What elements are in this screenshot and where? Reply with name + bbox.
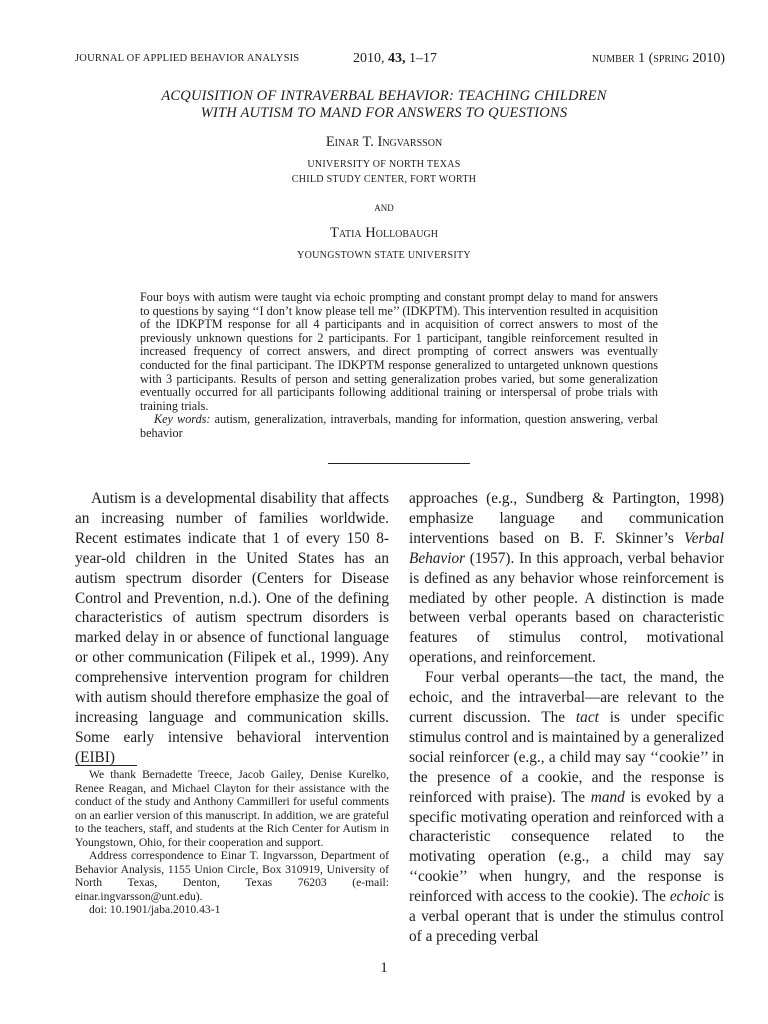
article-title: [90, 88, 678, 122]
author-1: Einar T. Ingvarsson: [325, 134, 443, 150]
footnote-doi: doi: 10.1901/jaba.2010.43-1: [89, 903, 221, 916]
affiliation-1a: UNIVERSITY OF NORTH TEXAS: [307, 159, 461, 170]
pages: 1–17: [409, 51, 437, 66]
title-line-2: WITH AUTISM TO MAND FOR ANSWERS TO QUESTIONS: [200, 105, 568, 121]
keywords: [140, 413, 658, 440]
footnote-correspondence: Address correspondence to Einar T. Ingvarsson, Department of Behavior Analysis, 1155 Union Circle, Box 310919, University of North Texas, Denton, Texas 76203 (e-mail: einar.ingvarsson@unt.edu).: [75, 849, 389, 903]
running-header: [75, 51, 725, 71]
page-number: 1: [380, 960, 388, 976]
keywords-label: Key words:: [154, 412, 211, 427]
paragraph-3-text-c: is evoked by a specific motivating operation and reinforced with a characteristic consequence related to the motivating operation (e.g., a child may say ‘‘cookie’’ when hungry, and the response is reinforced with access to the cookie). The: [409, 788, 724, 906]
footnote-acknowledgments: We thank Bernadette Treece, Jacob Gailey, Denise Kurelko, Renee Reagan, and Michael Clayton for their assistance with the conduct of the study and Anthony Cammilleri for useful comments on an earlier version of this manuscript. In addition, we are grateful to the teachers, staff, and students at the Rich Center for Autism in Youngstown, Ohio, for their cooperation and support.: [75, 768, 389, 849]
author-2: Tatia Hollobaugh: [330, 225, 438, 241]
intro-paragraph-3: [409, 668, 724, 947]
paragraph-3-text-d: is a verbal operant that is under the stimulus control of a preceding verbal: [409, 888, 724, 945]
body-column-right: [409, 489, 724, 947]
keywords-list: autism, generalization, intraverbals, manding for information, question answering, verbal behavior: [140, 412, 659, 440]
footnotes: [75, 768, 389, 917]
term-echoic: echoic: [669, 888, 710, 906]
abstract: [140, 291, 658, 441]
volume: 43,: [388, 51, 406, 66]
affiliation-2: YOUNGSTOWN STATE UNIVERSITY: [297, 250, 471, 261]
term-tact: tact: [575, 708, 599, 726]
intro-paragraph-1: Autism is a developmental disability that affects an increasing number of families worldwide. Recent estimates indicate that 1 of every 150 8-year-old children in the United States has an autism spectrum disorder (Centers for Disease Control and Prevention, n.d.). One of the defining characteristics of autism spectrum disorders is marked delay in or absence of functional language or other communication (Filipek et al., 1999). Any comprehensive intervention program for children with autism should therefore emphasize the goal of increasing language and communication skills. Some early intensive behavioral intervention (EIBI): [75, 490, 389, 766]
affiliation-1b: CHILD STUDY CENTER, FORT WORTH: [291, 174, 477, 185]
journal-name: JOURNAL OF APPLIED BEHAVIOR ANALYSIS: [75, 53, 300, 64]
author-conjunction: and: [374, 199, 394, 214]
abstract-text: Four boys with autism were taught via echoic prompting and constant prompt delay to mand for answers to questions by saying ‘‘I don’t know please tell me’’ (IDKPTM). This intervention resulted in acquisition of the IDKPTM response for all 4 participants and in acquisition of correct answers to most of the previously unknown questions for 2 participants. For 1 participant, tangible reinforcement resulted in increased frequency of correct answers, and direct prompting of correct answers was eventually conducted for the final participant. The IDKPTM response generalized to untargeted unknown questions with 3 participants. Results of person and setting generalization probes varied, but some generalization eventually occurred for all participants following additional training or interspersal of probe trials with training trials.: [140, 290, 658, 413]
paragraph-3-text-a: Four verbal operants—the tact, the mand, the echoic, and the intraverbal—are relevant to the current discussion. The: [409, 669, 724, 726]
paragraph-3-text-b: is under specific stimulus control and is maintained by a generalized social reinforcer (e.g., a child may say ‘‘cookie’’ in the presence of a cookie, and the response is reinforced with praise). The: [409, 708, 724, 806]
intro-paragraph-2: [409, 489, 724, 668]
year-volume-pages: [353, 51, 437, 67]
body-column-left: [75, 489, 389, 768]
paragraph-2-text-b: (1957). In this approach, verbal behavior is defined as any behavior whose reinforcement is mediated by other people. A distinction is made between verbal operants based on characteristic features of stimulus control, motivational operations, and reinforcement.: [409, 549, 724, 667]
paragraph-2-text-a: approaches (e.g., Sundberg & Partington, 1998) emphasize language and communication interventions based on B. F. Skinner’s: [409, 490, 724, 547]
issue-info: number 1 (spring 2010): [591, 51, 725, 66]
title-line-1: ACQUISITION OF INTRAVERBAL BEHAVIOR: TEACHING CHILDREN: [161, 88, 607, 104]
footnote-rule: [75, 765, 137, 766]
year: 2010,: [353, 51, 385, 66]
section-divider: [328, 463, 470, 464]
book-title: Verbal Behavior: [409, 529, 724, 567]
term-mand: mand: [590, 788, 625, 806]
